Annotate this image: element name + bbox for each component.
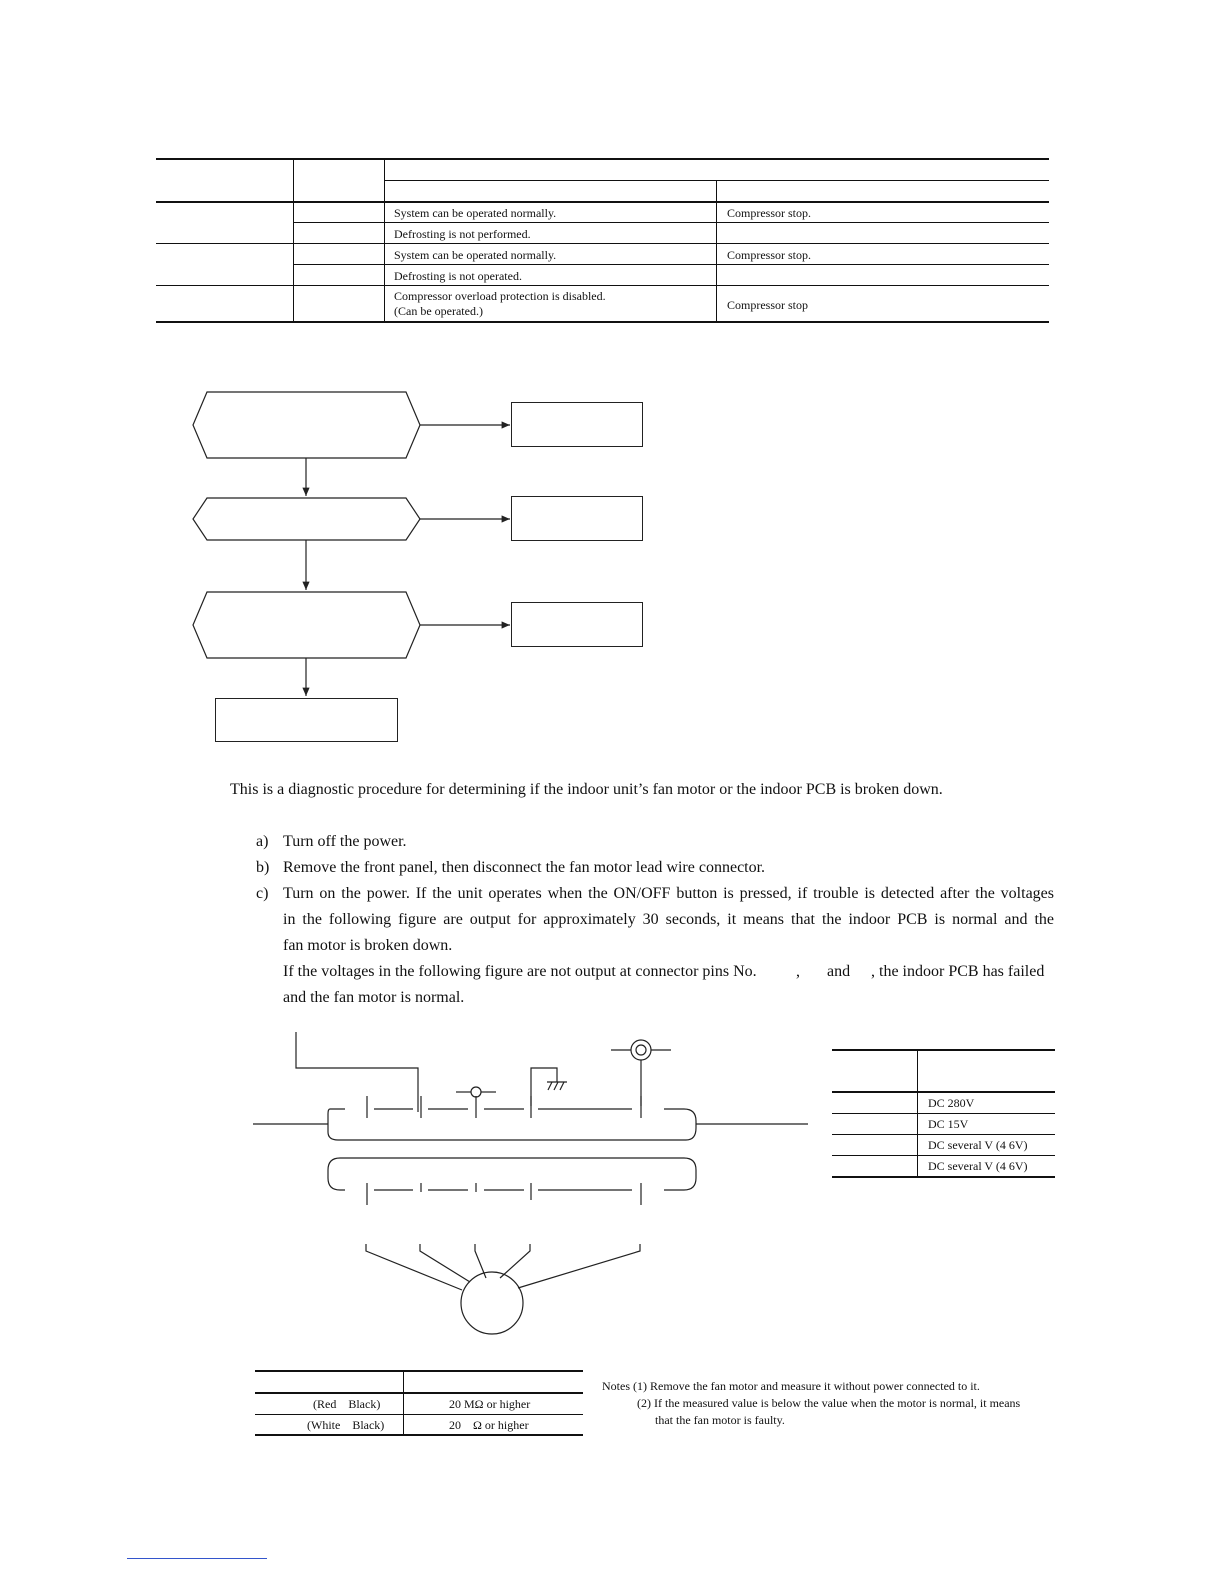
step-text: fan motor is broken down. [283, 937, 453, 954]
table-cell: Compressor stop. [727, 206, 811, 220]
probe-icon [631, 1040, 651, 1060]
description-text: This is a diagnostic procedure for determining if the indoor unit’s fan motor or the indoor PCB is broken down. [230, 781, 943, 798]
decision-shape [193, 592, 420, 658]
step-text: in the following figure are output for approximately 30 seconds, it means that the indoor PCB is normal and the [283, 911, 1054, 928]
table-cell: Defrosting is not performed. [394, 227, 531, 241]
step-text: If the voltages in the following figure are not output at connector pins No. [283, 963, 757, 980]
step-label: a) [256, 833, 269, 850]
voltage-value: DC several V (4 6V) [928, 1159, 1028, 1173]
result-box [511, 602, 643, 647]
wire-pair: (White Black) [307, 1418, 385, 1432]
decision-shape [193, 498, 420, 540]
table-cell: Compressor stop. [727, 248, 811, 262]
test-point-icon [471, 1087, 481, 1097]
step-text: , the indoor PCB has failed [871, 963, 1045, 980]
footer-rule [127, 1558, 267, 1559]
step-text: Turn on the power. If the unit operates when the ON/OFF button is pressed, if trouble is detected after the voltages [283, 885, 1054, 902]
step-text: Remove the front panel, then disconnect the fan motor lead wire connector. [283, 859, 766, 876]
step-text: and [827, 963, 851, 980]
step-text: Turn off the power. [283, 833, 407, 850]
table-cell: (Can be operated.) [394, 304, 483, 318]
result-box [511, 402, 643, 447]
connector-diagram [0, 1020, 820, 1340]
wire-pair: (Red Black) [313, 1397, 381, 1411]
fan-motor-icon [461, 1272, 523, 1334]
table-cell: Compressor stop [727, 298, 808, 312]
table-cell: System can be operated normally. [394, 248, 557, 262]
step-text: , [796, 963, 800, 980]
resistance-value: 20 MΩ or higher [449, 1397, 531, 1411]
decision-shape [193, 392, 420, 458]
table-cell: Defrosting is not operated. [394, 269, 522, 283]
step-label: c) [256, 885, 269, 902]
voltage-value: DC several V (4 6V) [928, 1138, 1028, 1152]
note-2: (2) If the measured value is below the value when the motor is normal, it means [637, 1396, 1021, 1410]
table-cell: System can be operated normally. [394, 206, 557, 220]
table-cell: Compressor overload protection is disabled. [394, 289, 606, 303]
result-box [511, 496, 643, 541]
step-text: and the fan motor is normal. [283, 989, 465, 1006]
note-1: Notes (1) Remove the fan motor and measure it without power connected to it. [602, 1379, 980, 1393]
result-box [215, 698, 398, 742]
resistance-value: 20 Ω or higher [449, 1418, 529, 1432]
voltage-value: DC 280V [928, 1096, 975, 1110]
voltage-value: DC 15V [928, 1117, 969, 1131]
step-label: b) [256, 859, 270, 876]
note-2-cont: that the fan motor is faulty. [655, 1413, 785, 1427]
